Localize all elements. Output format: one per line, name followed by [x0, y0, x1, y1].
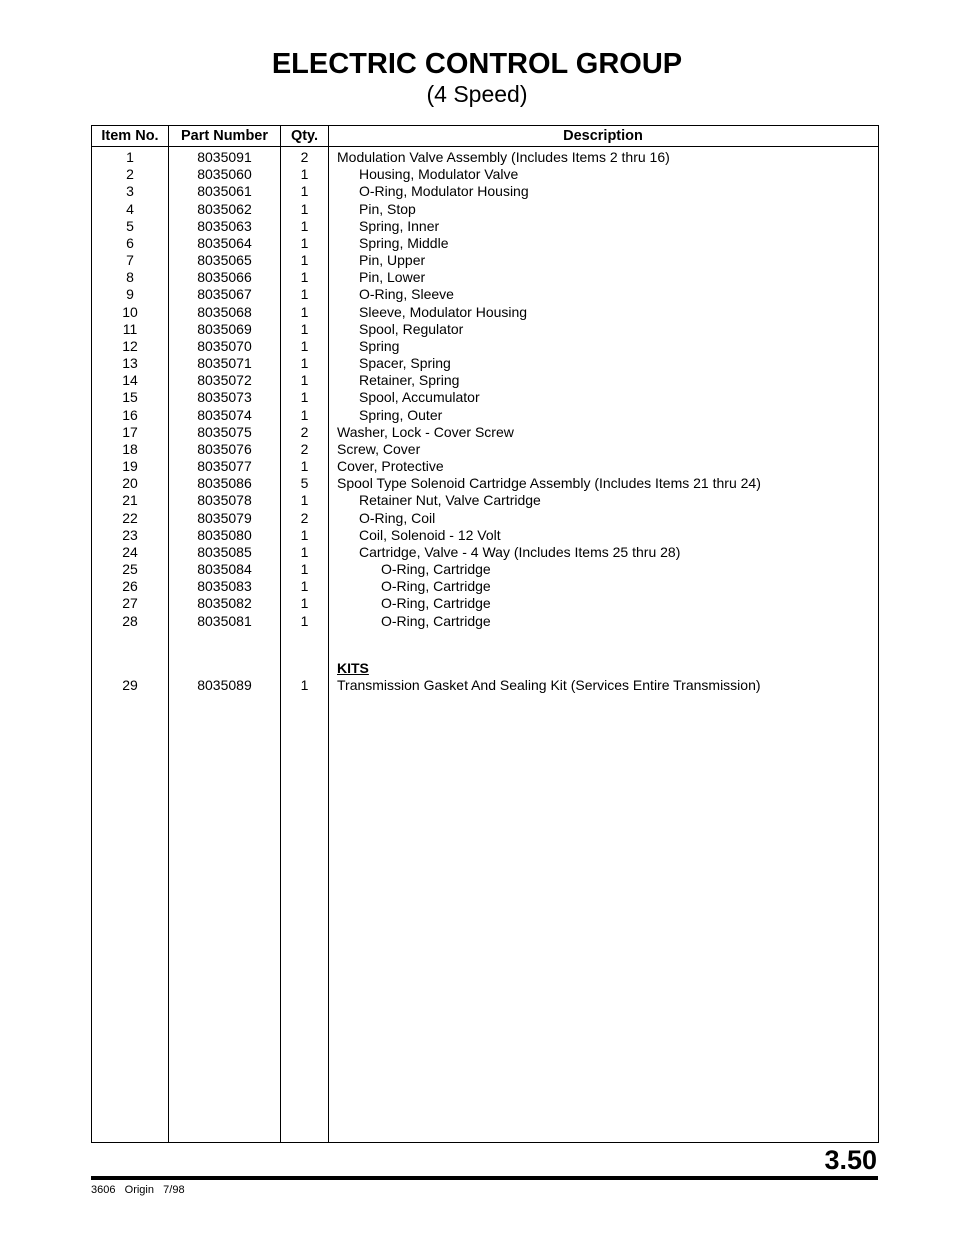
description: Cover, Protective — [337, 458, 444, 475]
part-number: 8035079 — [197, 509, 252, 526]
description: Spring, Outer — [359, 406, 443, 423]
quantity: 1 — [300, 677, 309, 693]
item-number: 12 — [122, 337, 138, 354]
description: Spool, Accumulator — [359, 389, 480, 406]
table-row — [92, 510, 878, 527]
part-number: 8035065 — [197, 252, 252, 269]
part-number: 8035077 — [197, 458, 252, 475]
quantity: 2 — [300, 509, 309, 526]
description: Sleeve, Modulator Housing — [359, 303, 528, 320]
description: O-Ring, Cartridge — [381, 595, 491, 612]
table-row — [92, 166, 878, 183]
quantity: 1 — [300, 595, 309, 612]
description: Spacer, Spring — [359, 355, 451, 372]
part-number: 8035068 — [197, 303, 252, 320]
description: O-Ring, Modulator Housing — [359, 183, 529, 200]
table-row — [92, 252, 878, 269]
header-part-number: Part Number — [180, 128, 269, 144]
parts-table — [91, 125, 879, 1143]
quantity: 1 — [300, 183, 309, 200]
part-number: 8035075 — [197, 423, 252, 440]
quantity: 1 — [300, 543, 309, 560]
description: Pin, Upper — [359, 252, 426, 269]
part-number: 8035070 — [197, 337, 252, 354]
quantity: 1 — [300, 286, 309, 303]
quantity: 1 — [300, 320, 309, 337]
part-number: 8035084 — [197, 561, 252, 578]
table-row — [92, 407, 878, 424]
quantity: 1 — [300, 269, 309, 286]
table-row — [92, 389, 878, 406]
part-number: 8035081 — [197, 612, 252, 629]
table-row — [92, 201, 878, 218]
table-row — [92, 338, 878, 355]
item-number: 20 — [122, 475, 138, 492]
table-row — [92, 458, 878, 475]
table-row — [92, 561, 878, 578]
table-row — [92, 527, 878, 544]
item-number: 23 — [122, 526, 138, 543]
item-number: 29 — [122, 677, 138, 693]
table-row — [92, 269, 878, 286]
description: Spring, Inner — [359, 217, 440, 234]
quantity: 1 — [300, 492, 309, 509]
part-number: 8035061 — [197, 183, 252, 200]
part-number: 8035060 — [197, 166, 252, 183]
item-number: 8 — [126, 269, 134, 286]
part-number: 8035083 — [197, 578, 252, 595]
description: O-Ring, Cartridge — [381, 612, 491, 629]
table-row — [92, 286, 878, 303]
header-item-no: Item No. — [101, 128, 159, 144]
description: O-Ring, Cartridge — [381, 561, 491, 578]
quantity: 1 — [300, 252, 309, 269]
quantity: 1 — [300, 303, 309, 320]
part-number: 8035080 — [197, 526, 252, 543]
item-number: 6 — [126, 234, 134, 251]
description: Retainer Nut, Valve Cartridge — [359, 492, 541, 509]
item-number: 19 — [122, 458, 138, 475]
item-number: 22 — [122, 509, 138, 526]
table-row — [92, 149, 878, 166]
description: Cartridge, Valve - 4 Way (Includes Items 25 thru 28) — [359, 543, 681, 560]
table-row — [92, 355, 878, 372]
table-row — [92, 492, 878, 509]
quantity: 1 — [300, 234, 309, 251]
kits-heading: KITS — [337, 660, 369, 676]
part-number: 8035076 — [197, 440, 252, 457]
part-number: 8035078 — [197, 492, 252, 509]
item-number: 1 — [126, 149, 134, 165]
quantity: 2 — [300, 423, 309, 440]
item-number: 17 — [122, 423, 138, 440]
part-number: 8035082 — [197, 595, 252, 612]
description: Pin, Lower — [359, 269, 426, 286]
header-description: Description — [563, 128, 643, 144]
table-row — [92, 304, 878, 321]
item-number: 28 — [122, 612, 138, 629]
item-number: 11 — [122, 320, 138, 337]
item-number: 7 — [126, 252, 134, 269]
page-subtitle: (4 Speed) — [426, 81, 528, 107]
description: Spring — [359, 337, 400, 354]
item-number: 13 — [122, 355, 138, 372]
part-number: 8035063 — [197, 217, 252, 234]
page-number: 3.50 — [824, 1145, 877, 1175]
item-number: 2 — [126, 166, 134, 183]
description: Spring, Middle — [359, 234, 449, 251]
item-number: 3 — [126, 183, 134, 200]
description: Washer, Lock - Cover Screw — [337, 423, 514, 440]
part-number: 8035064 — [197, 234, 252, 251]
quantity: 1 — [300, 337, 309, 354]
table-row — [92, 677, 878, 694]
item-number: 4 — [126, 200, 134, 217]
item-number: 18 — [122, 440, 138, 457]
description: O-Ring, Cartridge — [381, 578, 491, 595]
quantity: 1 — [300, 217, 309, 234]
description: Spool, Regulator — [359, 320, 464, 337]
description: Coil, Solenoid - 12 Volt — [359, 526, 501, 543]
description: Modulation Valve Assembly (Includes Items 2 thru 16) — [337, 149, 670, 165]
description: Spool Type Solenoid Cartridge Assembly (Includes Items 21 thru 24) — [337, 475, 761, 492]
item-number: 14 — [122, 372, 138, 389]
item-number: 5 — [126, 217, 134, 234]
table-row — [92, 578, 878, 595]
item-number: 24 — [122, 543, 138, 560]
quantity: 1 — [300, 166, 309, 183]
quantity: 2 — [300, 440, 309, 457]
description: Pin, Stop — [359, 200, 416, 217]
part-number: 8035069 — [197, 320, 252, 337]
quantity: 1 — [300, 458, 309, 475]
table-row — [92, 424, 878, 441]
quantity: 5 — [300, 475, 309, 492]
part-number: 8035074 — [197, 406, 252, 423]
description: O-Ring, Coil — [359, 509, 436, 526]
part-number: 8035062 — [197, 200, 252, 217]
item-number: 27 — [122, 595, 138, 612]
table-row — [92, 235, 878, 252]
item-number: 26 — [122, 578, 138, 595]
description: Retainer, Spring — [359, 372, 460, 389]
item-number: 21 — [122, 492, 138, 509]
table-row — [92, 544, 878, 561]
quantity: 1 — [300, 612, 309, 629]
table-row — [92, 475, 878, 492]
quantity: 1 — [300, 406, 309, 423]
table-row — [92, 372, 878, 389]
page-title: ELECTRIC CONTROL GROUP — [271, 48, 683, 80]
part-number: 8035071 — [197, 355, 252, 372]
item-number: 9 — [126, 286, 134, 303]
description: Screw, Cover — [337, 440, 421, 457]
quantity: 1 — [300, 200, 309, 217]
header-qty: Qty. — [290, 128, 319, 144]
quantity: 1 — [300, 372, 309, 389]
footer-rule — [91, 1176, 878, 1180]
part-number: 8035072 — [197, 372, 252, 389]
part-number: 8035073 — [197, 389, 252, 406]
quantity: 1 — [300, 561, 309, 578]
table-row — [92, 183, 878, 200]
table-row — [92, 321, 878, 338]
item-number: 25 — [122, 561, 138, 578]
item-number: 16 — [122, 406, 138, 423]
description: Transmission Gasket And Sealing Kit (Services Entire Transmission) — [337, 677, 761, 693]
part-number: 8035086 — [197, 475, 252, 492]
table-row — [92, 613, 878, 630]
item-number: 15 — [122, 389, 138, 406]
header-divider — [92, 146, 878, 147]
part-number: 8035091 — [197, 149, 252, 165]
quantity: 2 — [300, 149, 309, 165]
part-number: 8035066 — [197, 269, 252, 286]
quantity: 1 — [300, 355, 309, 372]
part-number: 8035067 — [197, 286, 252, 303]
footer-text: 3606 Origin 7/98 — [91, 1184, 185, 1196]
table-row — [92, 218, 878, 235]
quantity: 1 — [300, 389, 309, 406]
item-number: 10 — [122, 303, 138, 320]
description: Housing, Modulator Valve — [359, 166, 519, 183]
quantity: 1 — [300, 526, 309, 543]
table-row — [92, 595, 878, 612]
quantity: 1 — [300, 578, 309, 595]
description: O-Ring, Sleeve — [359, 286, 454, 303]
table-row — [92, 441, 878, 458]
part-number: 8035089 — [197, 677, 252, 693]
part-number: 8035085 — [197, 543, 252, 560]
